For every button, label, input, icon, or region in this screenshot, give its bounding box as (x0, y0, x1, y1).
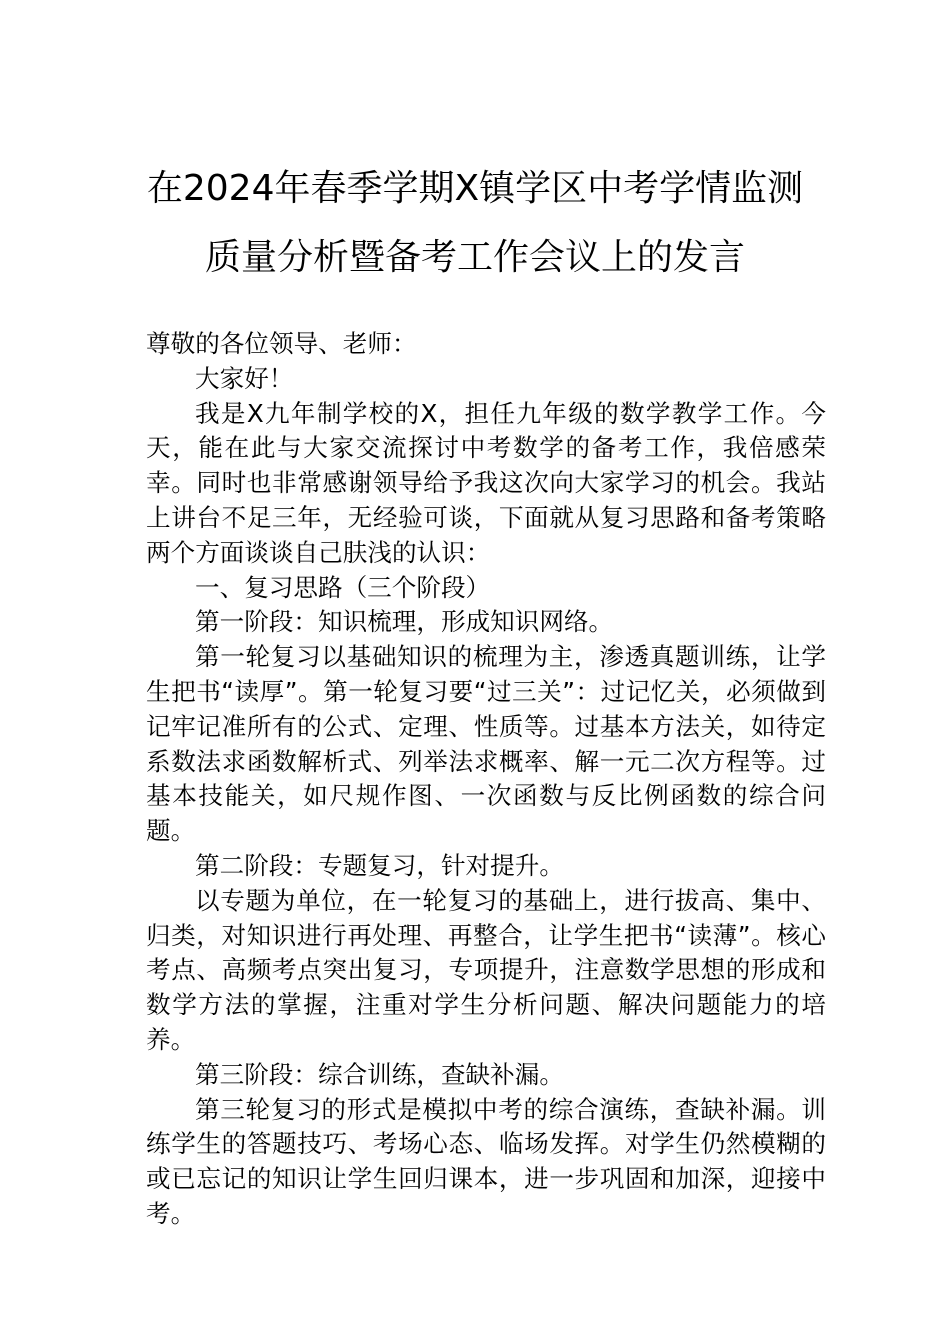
stage-1-heading: 第一阶段：知识梳理，形成知识网络。 (195, 607, 614, 637)
stage-2-paragraph: 以专题为单位，在一轮复习的基础上，进行拔高、集中、归类，对知识进行再处理、再整合，让学生把书“读薄”。核心考点、高频考点突出复习，专项提升，注意数学思想的形成和数学方法的掌握，注重对学生分析问题、解决问题能力的培养。 (146, 885, 827, 1054)
greeting: 大家好！ (195, 363, 294, 393)
stage-2-heading: 第二阶段：专题复习，针对提升。 (195, 850, 564, 880)
salutation: 尊敬的各位领导、老师： (146, 329, 417, 358)
stage-1-paragraph: 第一轮复习以基础知识的梳理为主，渗透真题训练，让学生把书“读厚”。第一轮复习要“过三关”：过记忆关，必须做到记牢记准所有的公式、定理、性质等。过基本方法关，如待定系数法求函数解析式、列举法求概率、解一元二次方程等。过基本技能关，如尺规作图、一次函数与反比例函数的综合问题。 (146, 642, 826, 846)
stage-3-paragraph: 第三轮复习的形式是模拟中考的综合演练，查缺补漏。训练学生的答题技巧、考场心态、临场发挥。对学生仍然模糊的或已忘记的知识让学生回归课本，进一步巩固和加深，迎接中考。 (146, 1094, 826, 1228)
document-body (146, 327, 826, 1232)
document-title-line-1: 在2024年春季学期X镇学区中考学情监测 (146, 168, 804, 209)
stage-3-heading: 第三阶段：综合训练，查缺补漏。 (195, 1059, 564, 1089)
document-title-line-2: 质量分析暨备考工作会议上的发言 (204, 237, 745, 278)
paragraph-introduction: 我是X九年制学校的X，担任九年级的数学教学工作。今天，能在此与大家交流探讨中考数学的备考工作，我倍感荣幸。同时也非常感谢领导给予我这次向大家学习的机会。我站上讲台不足三年，无经验可谈，下面就从复习思路和备考策略两个方面谈谈自己肤浅的认识： (146, 398, 826, 567)
section-heading-review-approach: 一、复习思路（三个阶段） (195, 572, 491, 602)
